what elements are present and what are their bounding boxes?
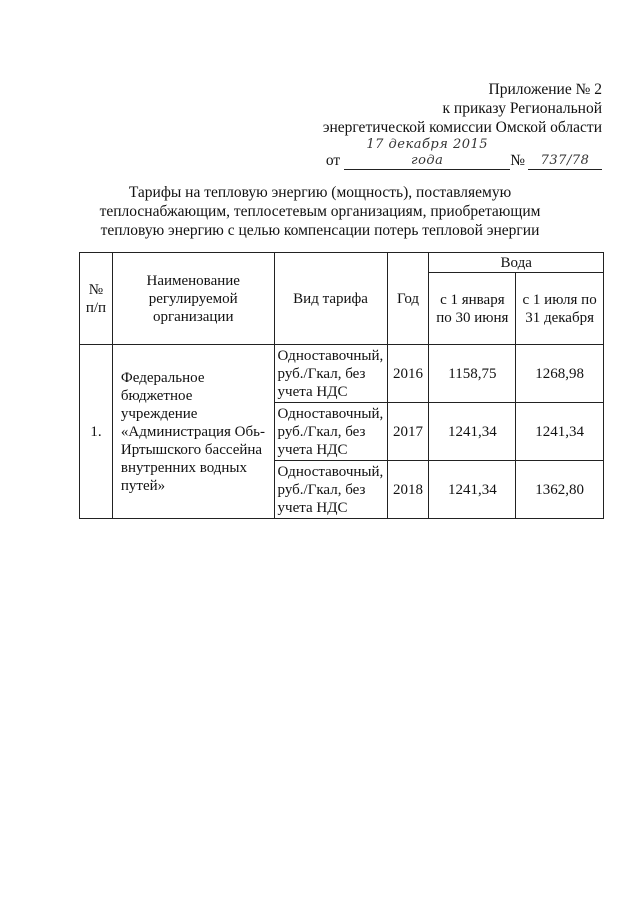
period2-cell: 1241,34 — [516, 403, 604, 461]
table-header-row — [80, 253, 604, 273]
tariff-type-cell: Одноставочный, руб./Гкал, без учета НДС — [274, 403, 387, 461]
number-sign: № — [510, 152, 525, 169]
handwritten-order-number: 737/78 — [528, 153, 602, 170]
period2-cell: 1268,98 — [516, 345, 604, 403]
header-water: Вода — [429, 253, 604, 273]
header-period-1: с 1 января по 30 июня — [429, 273, 516, 345]
header-org: Наименование регулируемой организации — [112, 253, 274, 345]
header-period-2: с 1 июля по 31 декабря — [516, 273, 604, 345]
period2-cell: 1362,80 — [516, 461, 604, 519]
period1-cell: 1241,34 — [429, 403, 516, 461]
appendix-commission: энергетической комиссии Омской области — [322, 119, 602, 136]
tariff-type-cell: Одноставочный, руб./Гкал, без учета НДС — [274, 345, 387, 403]
org-name: Федеральное бюджетное учреждение «Администрация Обь-Иртышского бассейна внутренних водных путей» — [112, 345, 274, 519]
period1-cell: 1241,34 — [429, 461, 516, 519]
header-tariff-type: Вид тарифа — [274, 253, 387, 345]
year-cell: 2017 — [387, 403, 429, 461]
appendix-number: Приложение № 2 — [488, 81, 602, 98]
year-cell: 2018 — [387, 461, 429, 519]
tariff-type-cell: Одноставочный, руб./Гкал, без учета НДС — [274, 461, 387, 519]
from-label: от — [325, 152, 341, 169]
appendix-header — [323, 80, 602, 170]
year-cell: 2016 — [387, 345, 429, 403]
table-row — [80, 345, 604, 403]
document-title: Тарифы на тепловую энергию (мощность), поставляемую теплоснабжающим, теплосетевым организациям, приобретающим тепловую энергию с целью компенсации потерь тепловой энергии — [99, 184, 541, 239]
order-date-line — [323, 137, 602, 170]
org-number: 1. — [80, 345, 113, 519]
header-year: Год — [387, 253, 429, 345]
period1-cell: 1158,75 — [429, 345, 516, 403]
header-num: № п/п — [80, 253, 113, 345]
appendix-order-ref: к приказу Региональной — [442, 100, 602, 117]
handwritten-date: 17 декабря 2015 года — [344, 137, 510, 170]
tariff-table — [79, 252, 604, 519]
